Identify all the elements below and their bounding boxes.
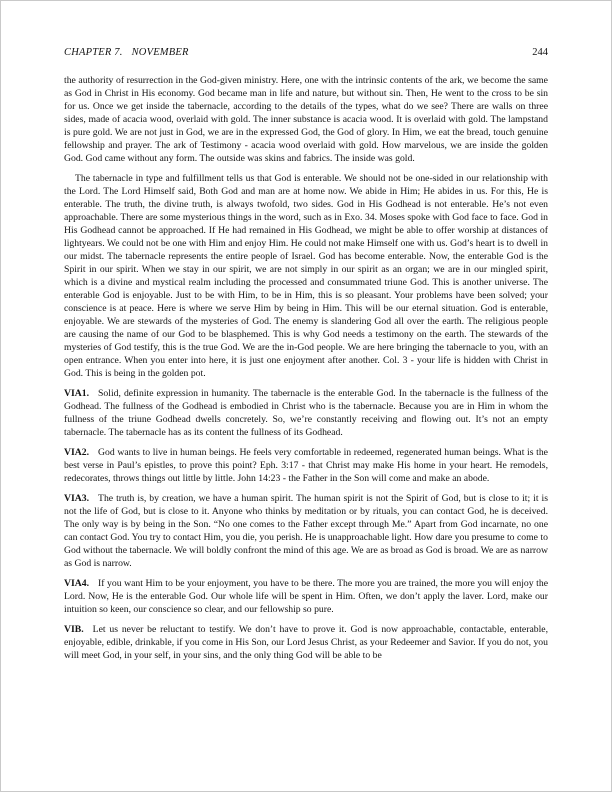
paragraph-text: The truth is, by creation, we have a human spirit. The human spirit is not the Spirit of God, but is close to it; it is not the life of God, but is close to it. Anyone who thinks by meditation or by rituals, you can contact God, he is deceived. The only way is by being in the Son. “No one comes to the Father except through Me.” Apart from God incarnate, no one can contact God. You try to contact Him, you die, you perish. He is unapproachable light. How dare you presume to come to God without the tabernacle. We will boldly confront the mind of this age. We are as broad as God is broad. We are as narrow as God is narrow. (64, 493, 548, 569)
chapter-label: CHAPTER 7. (64, 47, 123, 58)
paragraph-label: VIA4. (64, 578, 90, 589)
paragraph-text: the authority of resurrection in the God-given ministry. Here, one with the intrinsic contents of the ark, we become the same as God in Christ in His economy. God became man in life and nature, but without sin. Then, He went to the cross to be sin for us. Once we get inside the tabernacle, according to the details of the types, what do we see? There are walls on three sides, made of acacia wood, overlaid with gold. The inner substance is acacia wood. It is overlaid with gold. The lampstand is pure gold. We are not just in God, we are in the expressed God, the God of glory. In Him, we eat the bread, touch genuine fellowship and prayer. The ark of Testimony - acacia wood overlaid with gold. How marvelous, we are inside the golden God. God came without any form. The outside was skins and fabrics. The inside was gold. (64, 75, 548, 164)
paragraph-text: God wants to live in human beings. He feels very comfortable in redeemed, regenerated human beings. What is the best verse in Paul’s epistles, to prove this point? Eph. 3:17 - that Christ may make His home in your heart. He remodels, redecorates, throws things out little by little. John 14:23 - the Father in the Son will come and make an abode. (64, 447, 548, 484)
paragraph-label: VIA1. (64, 388, 90, 399)
body-paragraph-via3 (64, 492, 548, 570)
chapter-heading (64, 46, 189, 59)
running-header (64, 46, 548, 59)
paragraph-label: VIA2. (64, 447, 90, 458)
body-paragraph-via4 (64, 577, 548, 616)
body-paragraph-continuation (64, 74, 548, 165)
page-number: 244 (532, 47, 548, 58)
chapter-title: NOVEMBER (131, 47, 189, 58)
body-paragraph-tabernacle (64, 172, 548, 380)
paragraph-text: Solid, definite expression in humanity. The tabernacle is the enterable God. In the tabernacle is the fullness of the Godhead. The fullness of the Godhead is embodied in Christ who is the tabernacle. Because you are in Him in whom the fullness of the triune Godhead dwells concretely. So, we’re constantly receiving and flowing out. It’s not an empty tabernacle. The tabernacle has as its content the fullness of its Godhead. (64, 388, 548, 438)
paragraph-label: VIB. (64, 624, 84, 635)
body-paragraph-via1 (64, 387, 548, 439)
body-paragraph-via2 (64, 446, 548, 485)
paragraph-text: If you want Him to be your enjoyment, you have to be there. The more you are trained, the more you will enjoy the Lord. Now, He is the enterable God. Our whole life will be spent in Him. Often, we don’t apply the laver. Lord, make our intuition so keen, our conscience so clear, and our fellowship so pure. (64, 578, 548, 615)
paragraph-text: The tabernacle in type and fulfillment tells us that God is enterable. We should not be one-sided in our relationship with the Lord. The Lord Himself said, Both God and man are at home now. We abide in Him; He abides in us. For this, He is enterable. The truth, the divine truth, is always twofold, two sides. God in His Godhead is not enterable. He’s not even approachable. There are some mysterious things in the word, such as in Exo. 34. Moses spoke with God face to face. God in His Godhead cannot be approached. If He had remained in His Godhead, we might be able to offer worship at distances of lightyears. We could not be one with Him and enjoy Him. He could not make Himself one with us. God’s heart is to dwell in our midst. The tabernacle represents the entire people of Israel. God has become enterable. Now, the enterable God is the Spirit in our spirit. When we stay in our spirit, we are not simply in our spirit as an organ; we are in our mingled spirit, which is a divine and mystical realm including the processed and consummated triune God. This is another universe. The enterable God is enjoyable. Just to be with Him, to be in Him, this is so pleasant. Your problems have been solved; your conscience is at peace. Here is where we serve Him by being in Him. This will be our eternal situation. God is enterable, enjoyable. We are stewards of the mysteries of God. The enemy is slandering God all over the earth. The religious people are causing the name of our God to be blasphemed. This is why God needs a testimony on the earth. The stewards of the mysteries of God testify, this is the true God. We are the in-God people. We are here bringing the tabernacle to you, with an open entrance. When you enter into here, it is just one enjoyment after another. Col. 3 - your life is hidden with Christ in God. This is being in the golden pot. (64, 173, 548, 379)
page-body (64, 74, 548, 662)
paragraph-label: VIA3. (64, 493, 90, 504)
body-paragraph-vib (64, 623, 548, 662)
paragraph-text: Let us never be reluctant to testify. We don’t have to prove it. God is now approachable, contactable, enterable, enjoyable, edible, drinkable, if you come in His Son, our Lord Jesus Christ, as your Redeemer and Savior. If you do not, you will meet God, in your self, in your sins, and the only thing God will be able to be (64, 624, 548, 661)
